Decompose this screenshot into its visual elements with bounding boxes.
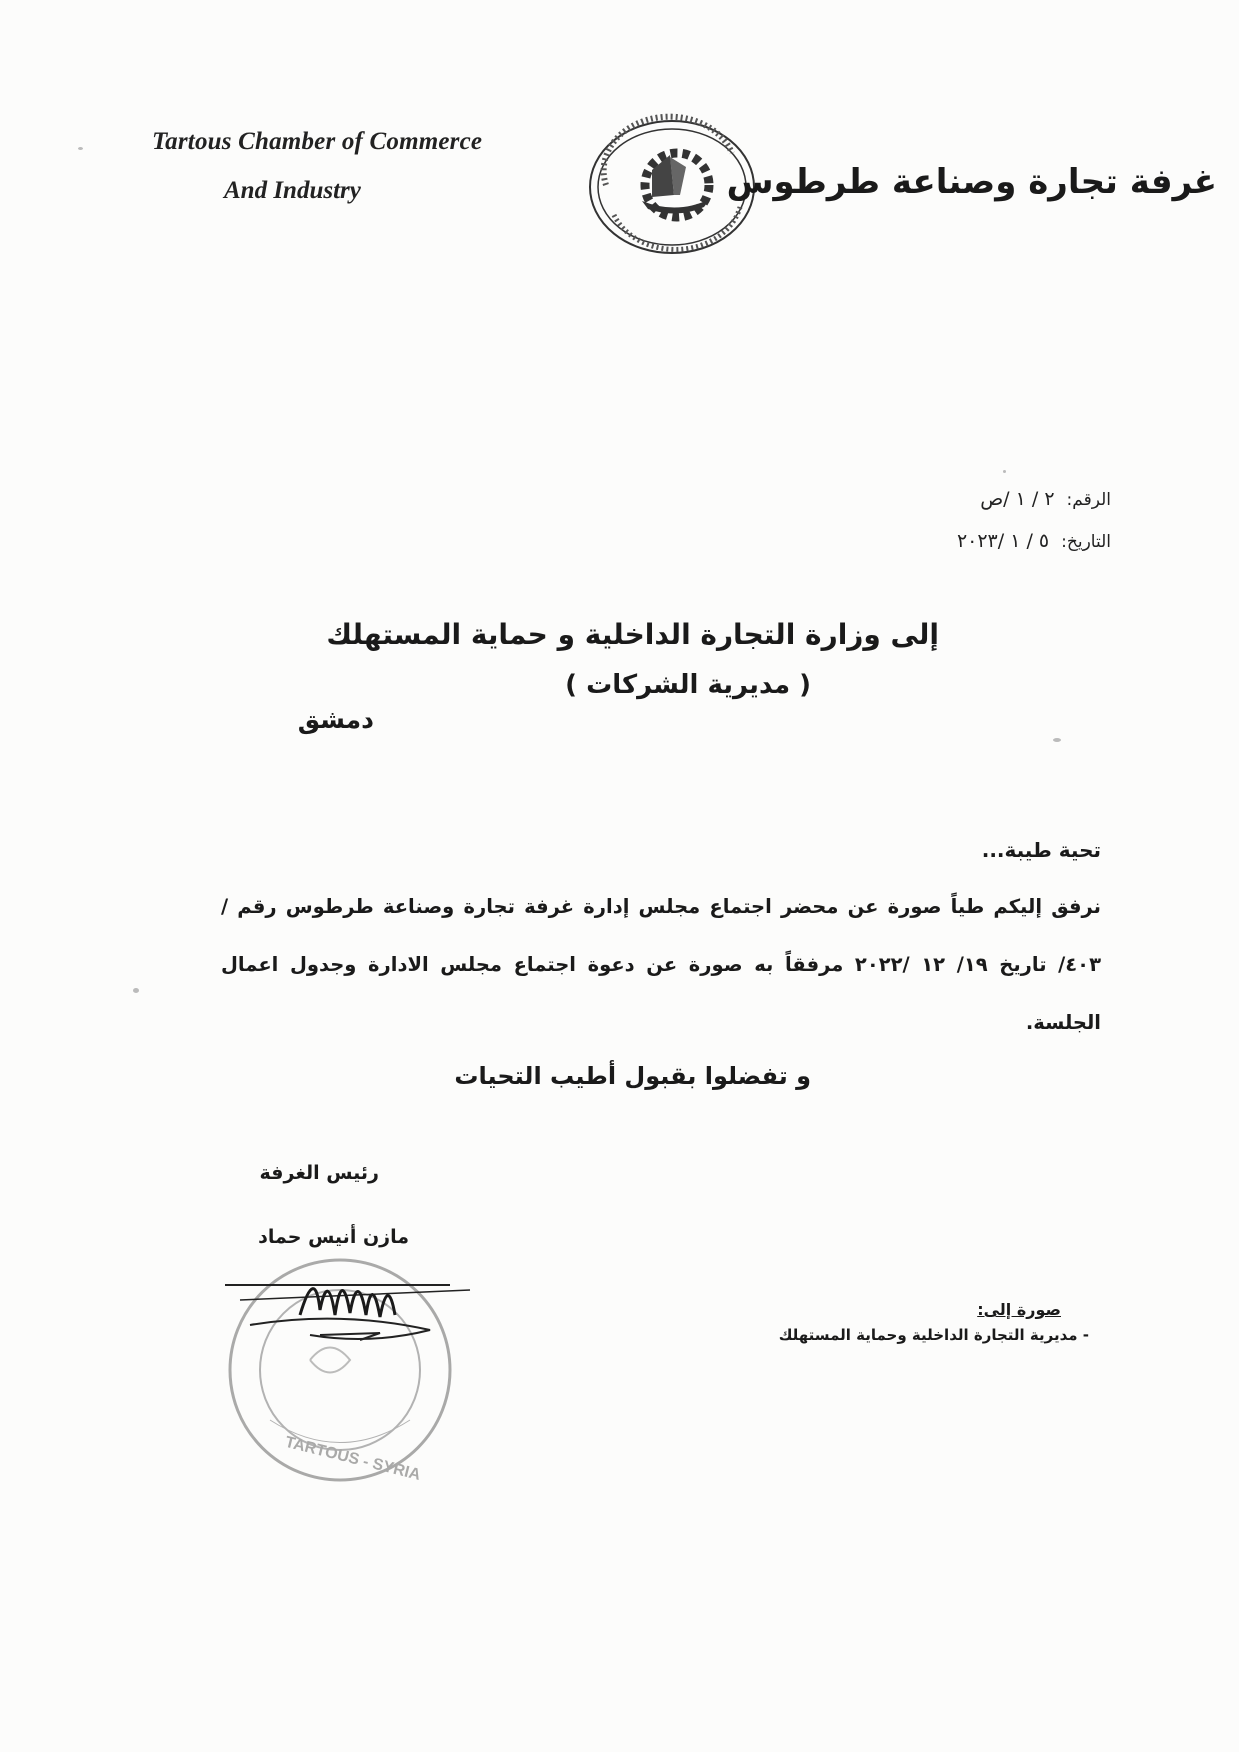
recipient-title: إلى وزارة التجارة الداخلية و حماية المستهلك [326,618,939,651]
handwritten-signature [220,1255,500,1365]
cc-recipient: - مديرية التجارة الداخلية وحماية المستهلك [778,1326,1089,1344]
scan-speck [133,988,139,993]
signatory-name: مازن أنيس حماد [258,1226,409,1248]
stamp-caption: TARTOUS - SYRIA [283,1433,423,1484]
body-paragraph: نرفق إليكم طياً صورة عن محضر اجتماع مجلس إدارة غرفة تجارة وصناعة طرطوس رقم /٤٠٣/ تاريخ ١٩/ ١٢ /٢٠٢٢ مرفقاً به صورة عن دعوة اجتماع مجلس الادارة وجدول اعمال الجلسة. [221,895,1101,1034]
reference-date-label: التاريخ: [1061,532,1111,552]
reference-date-value: ٥ / ١ /٢٠٢٣ [956,530,1050,552]
header-english-line-2: And Industry [224,177,361,204]
scan-speck [1053,738,1061,742]
reference-number-label: الرقم: [1066,490,1111,510]
header-english-line-1: Tartous Chamber of Commerce [152,128,483,155]
scan-speck [78,147,83,150]
scan-speck [1003,470,1006,473]
closing-line: و تفضلوا بقبول أطيب التحيات [454,1062,811,1090]
signatory-title: رئيس الغرفة [259,1162,379,1184]
recipient-subtitle: ( مديرية الشركات ) [565,670,811,700]
reference-number-value: ٢ / ١ /ص [980,488,1055,510]
reference-number [980,488,1111,510]
header-arabic-name: غرفة تجارة وصناعة طرطوس [726,162,1217,202]
cc-label: صورة إلى: [977,1300,1061,1319]
greeting: تحية طيبة... [981,838,1101,862]
recipient-city: دمشق [297,705,374,734]
reference-date [957,530,1111,552]
